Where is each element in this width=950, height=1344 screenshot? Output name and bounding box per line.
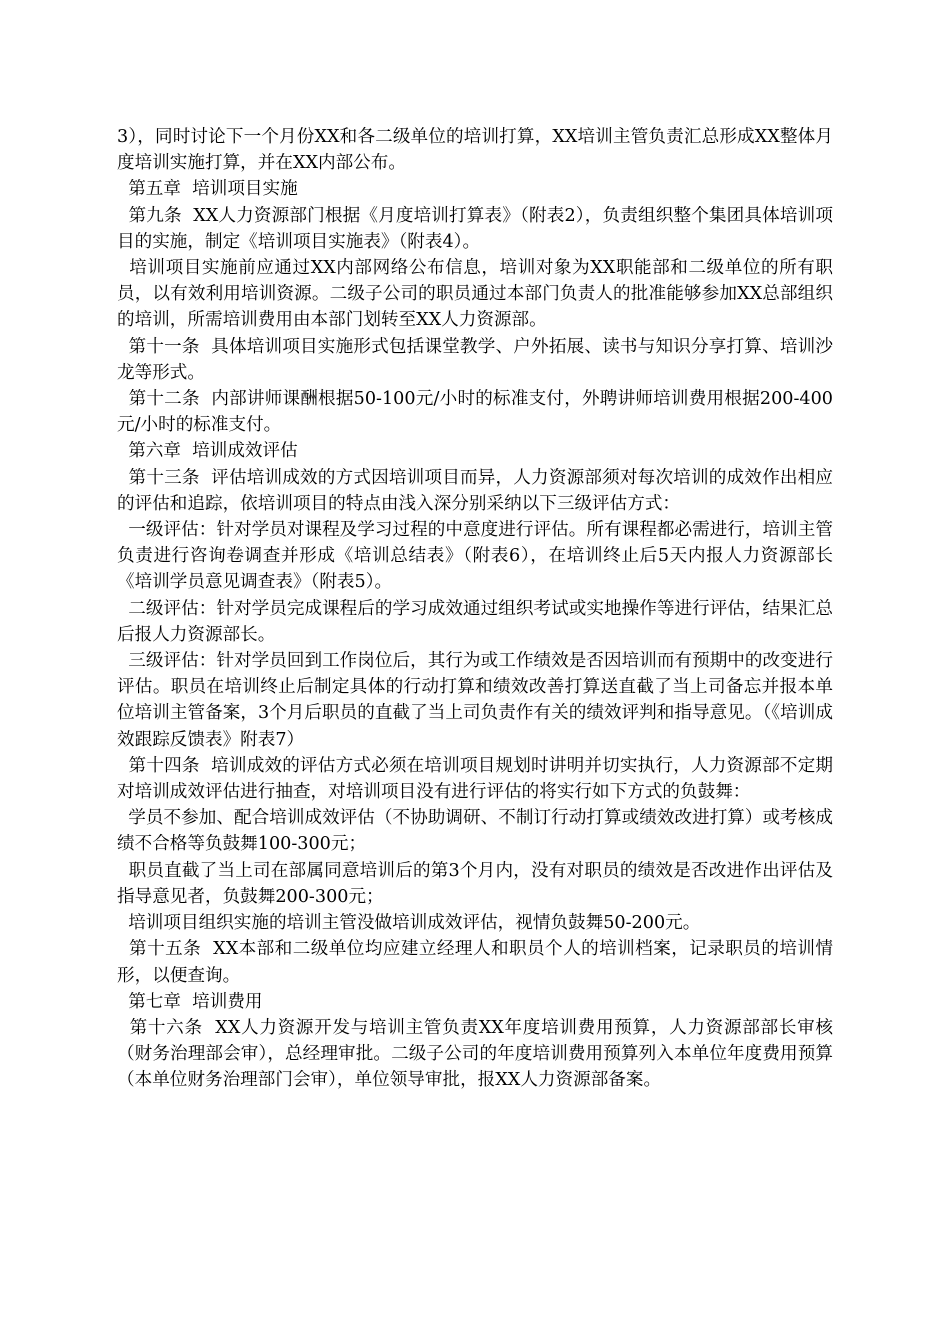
chapter-heading-7: 第七章 培训费用 [117, 991, 263, 1012]
article-11: 第十一条 具体培训项目实施形式包括课堂教学、户外拓展、读书与知识分享打算、培训沙龙等形式。 [117, 336, 833, 383]
level-1-evaluation: 一级评估：针对学员对课程及学习过程的中意度进行评估。所有课程都必需进行，培训主管负责进行咨询卷调查并形成《培训总结表》（附表6），在培训终止后5天内报人力资源部长《培训学员意见调查表》（附表5）。 [117, 520, 834, 593]
article-10: 培训项目实施前应通过XX内部网络公布信息，培训对象为XX职能部和二级单位的所有职员，以有效利用培训资源。二级子公司的职员通过本部门负责人的批准能够参加XX总部组织的培训，所需培训费用由本部门划转至XX人力资源部。 [117, 258, 833, 331]
document-page [117, 124, 833, 1094]
article-13: 第十三条 评估培训成效的方式因培训项目而异，人力资源部须对每次培训的成效作出相应的评估和追踪，依培训项目的特点由浅入深分别采纳以下三级评估方式： [117, 467, 833, 514]
paragraph-continuation: 3），同时讨论下一个月份XX和各二级单位的培训打算，XX培训主管负责汇总形成XX整体月度培训实施打算，并在XX内部公布。 [117, 127, 833, 174]
article-9: 第九条 XX人力资源部门根据《月度培训打算表》（附表2），负责组织整个集团具体培训项目的实施，制定《培训项目实施表》（附表4）。 [117, 205, 833, 252]
level-3-evaluation: 三级评估：针对学员回到工作岗位后，其行为或工作绩效是否因培训而有预期中的改变进行评估。职员在培训终止后制定具体的行动打算和绩效改善打算送直截了当上司备忘并报本单位培训主管备案，3个月后职员的直截了当上司负责作有关的绩效评判和指导意见。（《培训成效跟踪反馈表》附表7） [117, 651, 834, 750]
article-16: 第十六条 XX人力资源开发与培训主管负责XX年度培训费用预算，人力资源部部长审核（财务治理部会审），总经理审批。二级子公司的年度培训费用预算列入本单位年度费用预算（本单位财务治理部门会审），单位领导审批，报XX人力资源部备案。 [117, 1017, 833, 1091]
article-15: 第十五条 XX本部和二级单位均应建立经理人和职员个人的培训档案，记录职员的培训情形，以便查询。 [117, 939, 833, 986]
chapter-heading-6: 第六章 培训成效评估 [117, 441, 298, 462]
article-14: 第十四条 培训成效的评估方式必须在培训项目规划时讲明并切实执行，人力资源部不定期对培训成效评估进行抽查，对培训项目没有进行评估的将实行如下方式的负鼓舞： [117, 755, 833, 803]
article-12: 第十二条 内部讲师课酬根据50-100元/小时的标准支付，外聘讲师培训费用根据200-400元/小时的标准支付。 [117, 389, 833, 436]
penalty-item-supervisors: 职员直截了当上司在部属同意培训后的第3个月内，没有对职员的绩效是否改进作出评估及指导意见者，负鼓舞200-300元； [117, 860, 834, 907]
penalty-item-students: 学员不参加、配合培训成效评估（不协助调研、不制订行动打算或绩效改进打算）或考核成绩不合格等负鼓舞100-300元； [117, 808, 834, 855]
penalty-item-training-managers: 培训项目组织实施的培训主管没做培训成效评估，视情负鼓舞50-200元。 [117, 913, 701, 934]
chapter-heading-5: 第五章 培训项目实施 [117, 179, 298, 200]
level-2-evaluation: 二级评估：针对学员完成课程后的学习成效通过组织考试或实地操作等进行评估，结果汇总后报人力资源部长。 [117, 598, 834, 645]
